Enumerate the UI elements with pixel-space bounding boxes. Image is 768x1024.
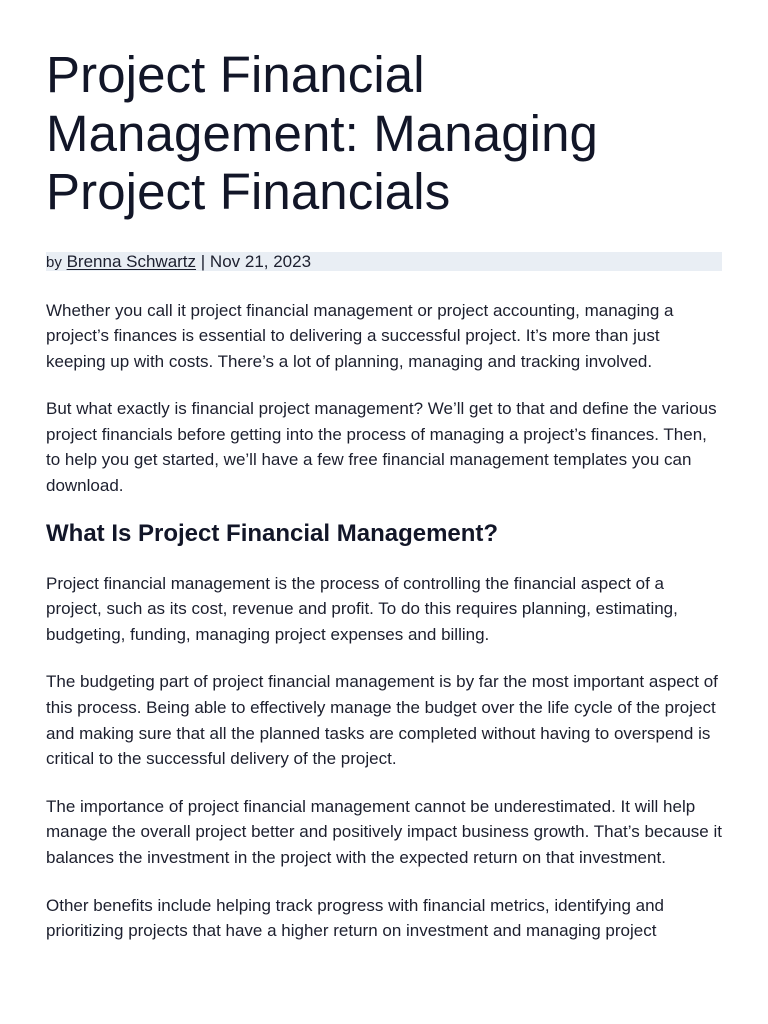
section-paragraph-1: Project financial management is the process of controlling the financial aspect of a project, such as its cost, revenue and profit. To do this requires planning, estimating, budgeting, funding, managing project expenses and billing. xyxy=(46,573,678,644)
section-paragraph-2: The budgeting part of project financial management is by far the most important aspect of this process. Being able to effectively manage the budget over the life cycle of the project and making sure that all the planned tasks are completed without having to overspend is critical to the successful delivery of the project. xyxy=(46,672,718,769)
author-link[interactable]: Brenna Schwartz xyxy=(66,251,197,271)
intro-paragraph-2: But what exactly is financial project management? We’ll get to that and define the various project financials before getting into the process of managing a project’s finances. Then, to help you get started, we’ll have a few free financial management templates you can download. xyxy=(46,399,717,496)
section-heading: What Is Project Financial Management? xyxy=(46,519,499,547)
section-paragraph-3: The importance of project financial management cannot be underestimated. It will help manage the overall project better and positively impact business growth. That’s because it balances the investment in the project with the expected return on that investment. xyxy=(46,796,722,867)
intro-paragraph-1: Whether you call it project financial management or project accounting, managing a project’s finances is essential to delivering a successful project. It’s more than just keeping up with costs. There’s a lot of planning, managing and tracking involved. xyxy=(46,300,674,371)
byline-separator: | xyxy=(200,251,206,271)
publish-date: Nov 21, 2023 xyxy=(209,251,312,271)
byline-by-label: by xyxy=(46,253,62,271)
byline xyxy=(46,252,722,271)
section-paragraph-4: Other benefits include helping track progress with financial metrics, identifying and prioritizing projects that have a higher return on investment and managing project xyxy=(46,895,664,941)
article-title: Project Financial Management: Managing Project Financials xyxy=(46,46,599,220)
